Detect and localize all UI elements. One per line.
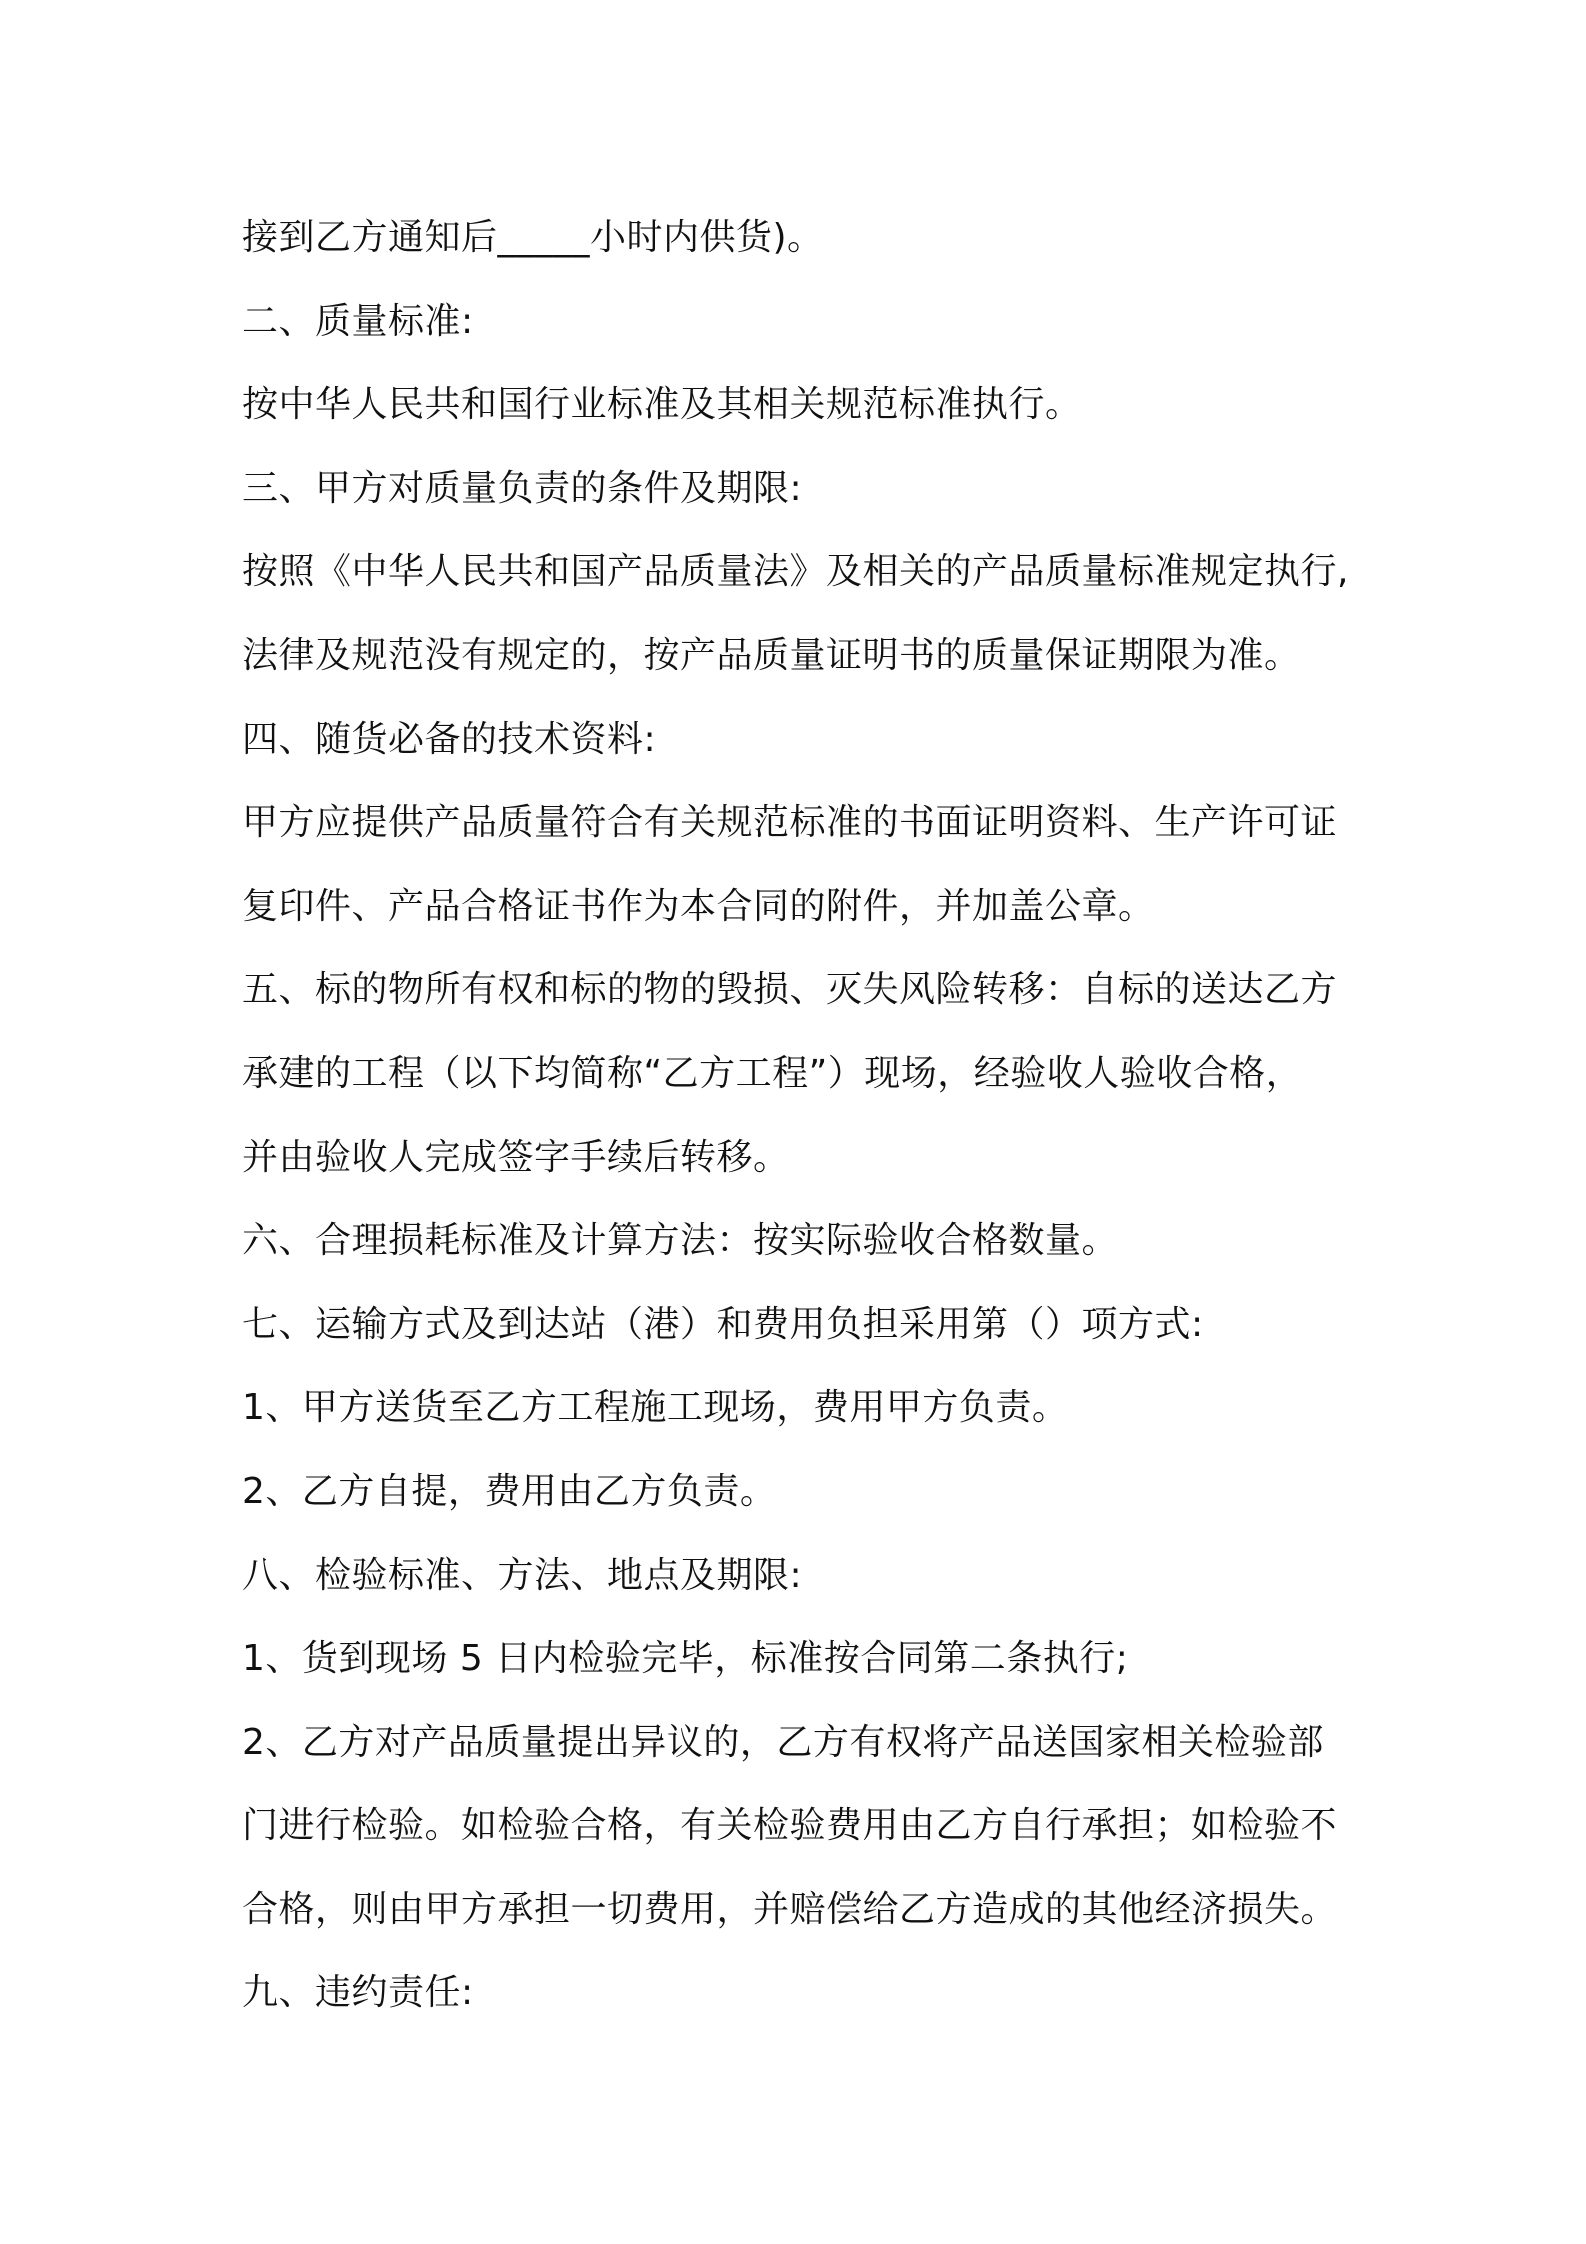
text-line: 复印件、产品合格证书作为本合同的附件，并加盖公章。 (242, 885, 1155, 927)
list-item: 2、乙方对产品质量提出异议的，乙方有权将产品送国家相关检验部 (242, 1721, 1324, 1763)
list-item: 1、货到现场 5 日内检验完毕，标准按合同第二条执行; (242, 1638, 1129, 1680)
section-heading: 九、违约责任: (242, 1972, 474, 2014)
text-line: 按照《中华人民共和国产品质量法》及相关的产品质量标准规定执行, (242, 551, 1349, 593)
section-heading: 三、甲方对质量负责的条件及期限: (242, 467, 803, 509)
section-heading: 六、合理损耗标准及计算方法：按实际验收合格数量。 (242, 1220, 1119, 1262)
list-item: 1、甲方送货至乙方工程施工现场，费用甲方负责。 (242, 1387, 1069, 1429)
text-line: 门进行检验。如检验合格，有关检验费用由乙方自行承担；如检验不 (242, 1805, 1338, 1847)
text-line: 接到乙方通知后_____小时内供货)。 (242, 217, 824, 258)
text-line: 法律及规范没有规定的，按产品质量证明书的质量保证期限为准。 (242, 634, 1301, 676)
section-heading: 四、随货必备的技术资料: (242, 718, 657, 760)
section-heading: 八、检验标准、方法、地点及期限: (242, 1554, 803, 1596)
text-line: 承建的工程（以下均简称“乙方工程”）现场，经验收人验收合格， (242, 1052, 1303, 1094)
section-heading: 七、运输方式及到达站（港）和费用负担采用第（）项方式: (242, 1303, 1204, 1345)
text-line: 并由验收人完成签字手续后转移。 (242, 1136, 790, 1178)
text-line: 甲方应提供产品质量符合有关规范标准的书面证明资料、生产许可证 (242, 802, 1338, 844)
text-line: 合格，则由甲方承担一切费用，并赔偿给乙方造成的其他经济损失。 (242, 1888, 1338, 1930)
text-line: 按中华人民共和国行业标准及其相关规范标准执行。 (242, 384, 1082, 426)
contract-text-block (242, 196, 1362, 2035)
section-heading: 五、标的物所有权和标的物的毁损、灭失风险转移：自标的送达乙方 (242, 969, 1338, 1011)
list-item: 2、乙方自提，费用由乙方负责。 (242, 1470, 777, 1512)
section-heading: 二、质量标准: (242, 300, 474, 342)
